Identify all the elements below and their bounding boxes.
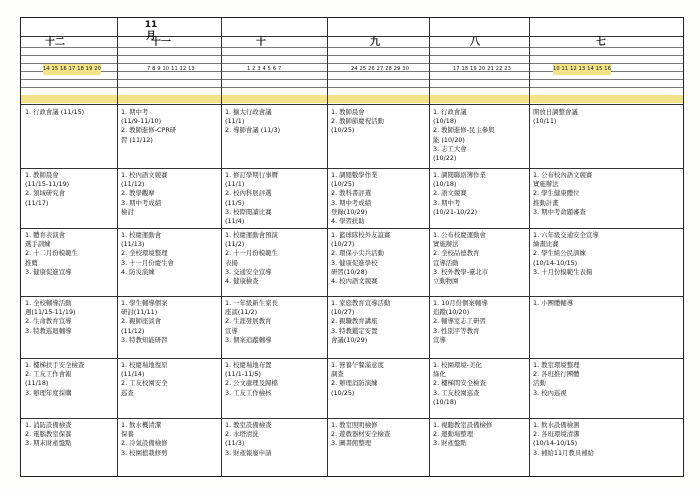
day-numbers: 24 25 26 27 28 29 30 (351, 66, 410, 72)
cell-counsel-w1: 1. 小團體輔導 (533, 299, 574, 307)
cell-equip-w1: 1. 飲水設備檢測 2. 各班環境清潔 (10/14-10/15) 3. 補給11月教具補給 (533, 421, 594, 457)
col-line (117, 18, 118, 476)
row-line (21, 418, 683, 419)
cell-general-w1: 1. 教室環境整理 2. 各班推行團體 活動 3. 校內巡視 (533, 361, 580, 397)
month-label: 九 (370, 37, 380, 48)
date-row-line (21, 55, 683, 56)
month-header-number: 11 月 (144, 20, 158, 42)
cell-equip-w6: 1. 消防設備檢查 2. 電腦教室保養 3. 期末財產盤點 (25, 421, 72, 448)
cell-academic-w2: 1. 調閱聯絡簿作業 (10/18) 2. 語文競賽 3. 期中考 (10/21-10/22) (433, 171, 486, 216)
day-numbers: 7 8 9 10 11 12 13 (147, 66, 195, 72)
cell-student-w4: 1. 校慶運動會預演 (11/2) 2. 十一月份模範生 表揚 3. 交通安全宣導 4. 健康檢查 (225, 231, 278, 286)
cell-admin-w3: 1. 教師晨會 2. 教師節慶祝活動 (10/25) (331, 108, 384, 135)
cell-equip-w3: 1. 教室照明檢修 2. 遊戲器材安全檢查 3. 圖書館整理 (331, 421, 391, 448)
cell-admin-w1: 開放日調整會議 (10/11) (533, 108, 578, 126)
cell-admin-w2: 1. 行政會議 (10/18) 2. 教師進修-民主參與 能 (10/20) 3. 志工大會 (10/22) (433, 108, 495, 163)
cell-student-w6: 1. 體育表演會 選手訓練 2. 十二月份模範生 推薦 3. 健康促進宣導 (25, 231, 78, 276)
cell-academic-w3: 1. 調閱數學作業 (10/25) 2. 教科書評選 3. 期中考成績 登錄(10/29) 4. 學習扶助 (331, 171, 378, 226)
day-numbers: 14 15 16 17 18 19 20 (43, 64, 101, 75)
cell-equip-w5: 1. 飲水機清潔 保養 2. 冷氣設備檢修 3. 校園植栽修剪 (121, 421, 168, 457)
cell-counsel-w5: 1. 學生輔導個案 研討(11/11) 2. 親師座談會 (11/12) 3. 特教知能研習 (121, 299, 168, 344)
row-line (21, 358, 683, 359)
row-line (21, 228, 683, 229)
cell-admin-w4: 1. 擴大行政會議 (11/1) 2. 導師會議 (11/3) (225, 108, 281, 135)
date-row-line (21, 87, 683, 88)
cell-equip-w4: 1. 教室設備檢查 2. 水塔清洗 (11/3) 3. 財產報廢申請 (225, 421, 272, 457)
month-label: 七 (596, 37, 606, 48)
cell-admin-w5: 1. 期中考 (11/9-11/10) 2. 教師進修-CPR研 習 (11/12) (121, 108, 177, 144)
cell-student-w1: 1. 六年級交通安全宣導 繪畫比賽 2. 學生組公民訓練 (10/14-10/15) 3. 十月份模範生表揚 (533, 231, 599, 276)
cell-general-w3: 1. 營養午餐滿意度 調查 2. 辦理消防演練 (10/25) (331, 361, 384, 397)
cell-academic-w4: 1. 修訂學期行事曆 (11/1) 2. 校內科展評選 (11/5) 3. 校際閱讀比賽 (11/4) (225, 171, 278, 226)
header-bottom-line (21, 104, 683, 105)
calendar-table (20, 17, 684, 477)
cell-student-w5: 1. 校慶運動會 (11/13) 2. 全校環境整理 3. 十一月份慶生會 4. 防災演練 (121, 231, 174, 276)
col-line (221, 18, 222, 476)
cell-general-w4: 1. 校慶場地布置 (11/1-11/5) 2. 公文處理及歸檔 3. 工友工作檢核 (225, 361, 278, 397)
cell-counsel-w2: 1. 10月份個案輔導 追蹤(10/20) 2. 輔導室志工研習 3. 性別平等教育 宣導 (433, 299, 488, 344)
cell-general-w5: 1. 校慶場地復原 (11/14) 2. 工友校園安全 巡查 (121, 361, 168, 397)
month-label: 十一 (151, 37, 171, 48)
cell-counsel-w3: 1. 家庭教育宣導活動 (10/27) 2. 親職教育講座 3. 特教鑑定安置 會議(10/29) (331, 299, 391, 344)
date-row-line (21, 79, 683, 80)
cell-admin-w6: 1. 行政會議 (11/15) (25, 108, 85, 116)
day-numbers: 1 2 3 4 5 6 7 (247, 66, 282, 72)
highlight-band (21, 95, 683, 103)
cell-academic-w6: 1. 教師晨會 (11/15-11/19) 2. 領域研究會 (11/17) (25, 171, 70, 207)
cell-equip-w2: 1. 視聽教室設備檢修 2. 運動場整理 3. 財產盤點 (433, 421, 493, 448)
cell-general-w6: 1. 樓梯扶手安全檢查 2. 工友工作會報 (11/18) 3. 辦理年度採購 (25, 361, 85, 397)
cell-academic-w1: 1. 公布校內語文競賽 實施辦法 2. 學生健康體位 推動計畫 3. 期中考命題審查 (533, 171, 593, 216)
row-line (21, 168, 683, 169)
day-numbers: 17 18 19 20 21 22 23 (453, 66, 512, 72)
row-line (21, 296, 683, 297)
col-line (327, 18, 328, 476)
day-numbers: 10 11 12 13 14 15 16 (553, 64, 611, 75)
cell-counsel-w4: 1. 一年級新生家長 座談(11/2) 2. 生涯發展教育 宣導 3. 個案追蹤輔導 (225, 299, 278, 344)
month-label: 八 (470, 37, 480, 48)
col-line (429, 18, 430, 476)
month-label: 十二 (45, 37, 65, 48)
cell-student-w2: 1. 公布校慶運動會 實施辦法 2. 全校品德教育 宣導活動 3. 校外教學-臺北市 立動物園 (433, 231, 489, 286)
month-label: 十 (256, 37, 266, 48)
cell-counsel-w6: 1. 全校輔導活動 週(11/15-11/19) 2. 生命教育宣導 3. 特教巡迴輔導 (25, 299, 76, 335)
cell-student-w3: 1. 籃球隊校外友誼賽 (10/27) 2. 環保小尖兵活動 3. 健康促進學校 研習(10/28) 4. 校內語文競賽 (331, 231, 391, 286)
cell-general-w2: 1. 校園環境-美化 綠化 2. 樓梯間安全檢查 3. 工友校園巡查 (10/18) (433, 361, 486, 406)
cell-academic-w5: 1. 校內語文競賽 (11/12) 2. 教學觀摩 3. 期中考成績 檢討 (121, 171, 168, 216)
col-line (529, 18, 530, 476)
